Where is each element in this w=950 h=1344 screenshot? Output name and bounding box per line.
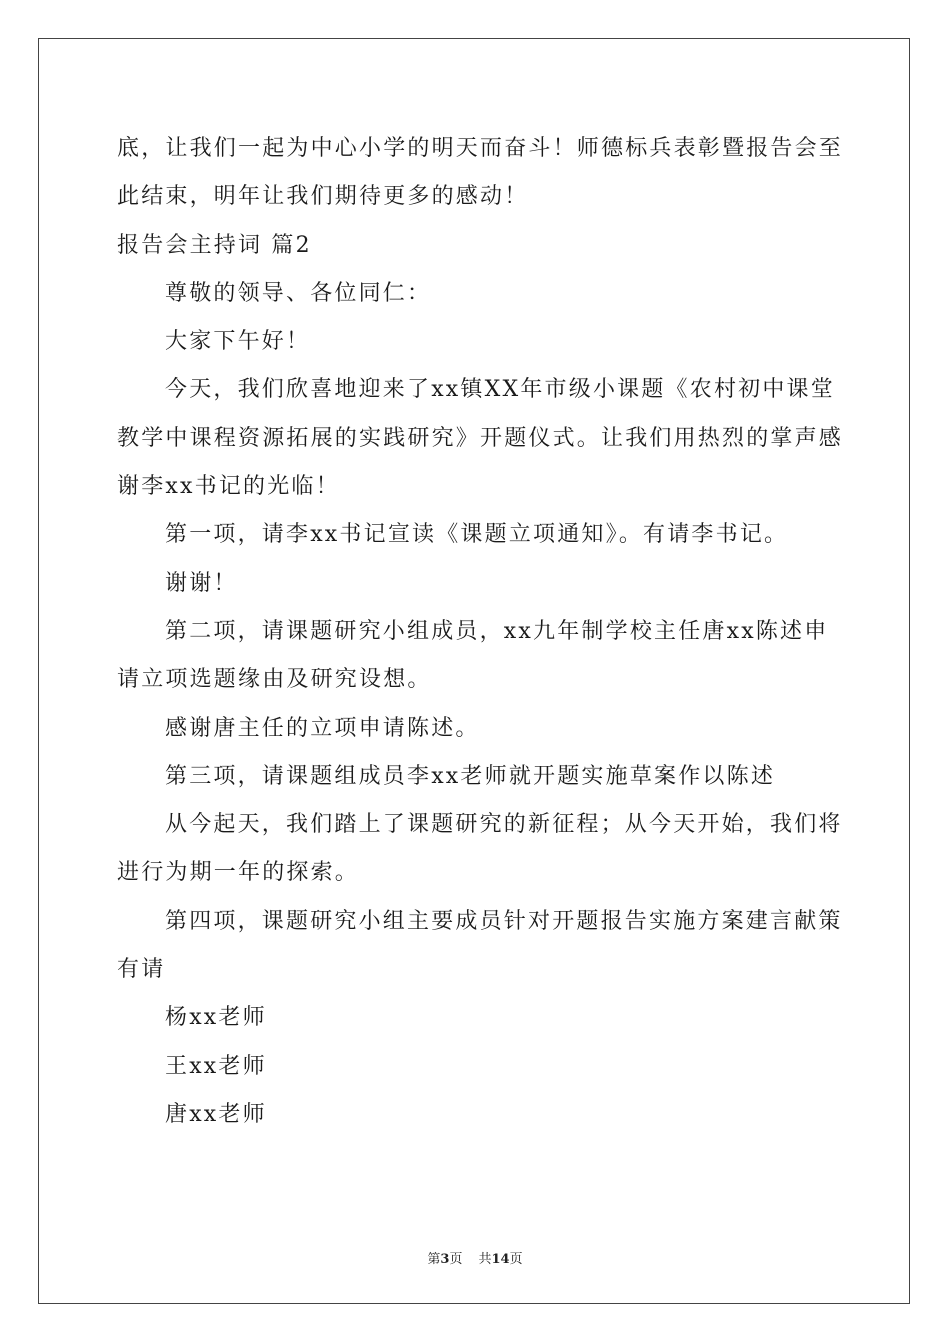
- text-line: 唐xx老师: [165, 1101, 267, 1127]
- page-footer: [0, 1248, 950, 1267]
- text-line: 进行为期一年的探索。: [117, 860, 360, 886]
- page-number: 3: [440, 1252, 450, 1267]
- total-pages: 14: [491, 1252, 510, 1267]
- text-line: 感谢唐主任的立项申请陈述。: [165, 715, 480, 741]
- text-line: 尊敬的领导、各位同仁：: [165, 280, 432, 306]
- text-line: 第二项，请课题研究小组成员，xx九年制学校主任唐xx陈述申: [165, 618, 829, 644]
- text-line: 第三项，请课题组成员李xx老师就开题实施草案作以陈述: [165, 763, 776, 789]
- text-line: 此结束，明年让我们期待更多的感动！: [117, 184, 529, 210]
- text-line: 谢谢！: [165, 570, 238, 596]
- total-pages-indicator: 共14页: [478, 1252, 523, 1267]
- text-line: 第四项，课题研究小组主要成员针对开题报告实施方案建言献策: [165, 908, 843, 934]
- text-line: 底，让我们一起为中心小学的明天而奋斗！师德标兵表彰暨报告会至: [117, 136, 844, 161]
- text-line: 今天，我们欣喜地迎来了xx镇XX年市级小课题《农村初中课堂: [165, 377, 835, 403]
- document-body: [117, 125, 844, 1139]
- text-line: 谢李xx书记的光临！: [117, 474, 340, 500]
- text-line: 有请: [117, 957, 166, 983]
- text-line: 王xx老师: [165, 1053, 267, 1079]
- text-line: 请立项选题缘由及研究设想。: [117, 667, 432, 693]
- page-indicator: 第3页: [427, 1252, 463, 1267]
- text-line: 大家下午好！: [165, 329, 311, 355]
- section-heading: 报告会主持词 篇2: [117, 232, 312, 258]
- text-line: 杨xx老师: [165, 1005, 267, 1031]
- text-line: 从今起天，我们踏上了课题研究的新征程；从今天开始，我们将: [165, 812, 843, 838]
- text-line: 教学中课程资源拓展的实践研究》开题仪式。让我们用热烈的掌声感: [117, 425, 844, 451]
- text-line: 第一项，请李xx书记宣读《课题立项通知》。有请李书记。: [165, 522, 789, 548]
